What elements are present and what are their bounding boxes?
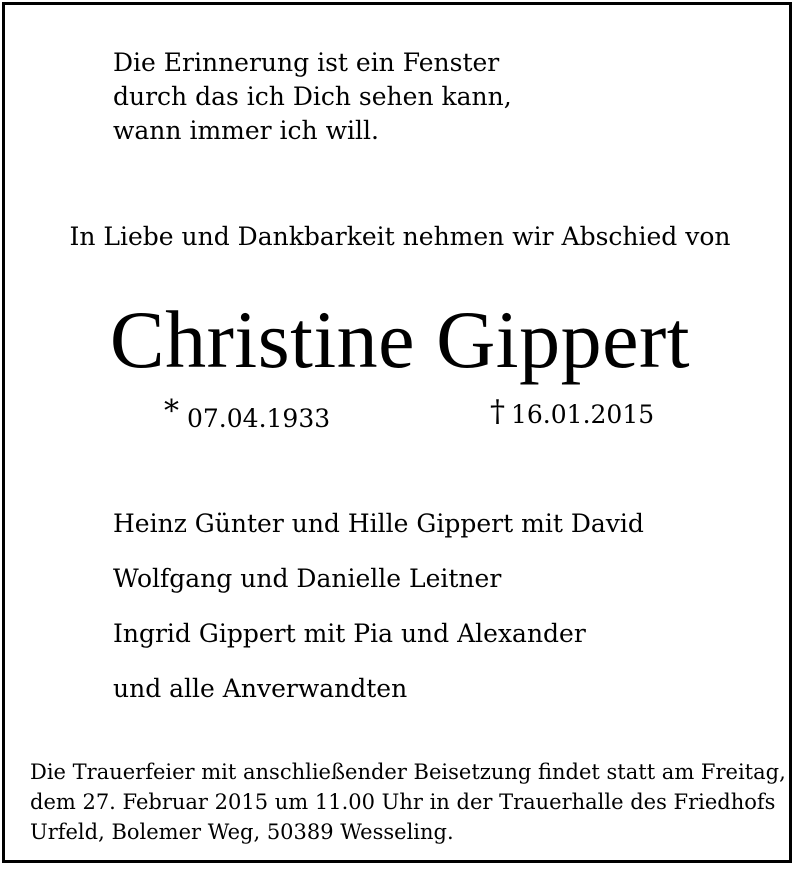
death-date-line	[490, 392, 654, 435]
mourner-line: und alle Anverwandten	[113, 674, 408, 703]
birth-date: 07.04.1933	[187, 404, 331, 433]
mourner-line: Heinz Günter und Hille Gippert mit David	[113, 509, 644, 538]
poem-line: wann immer ich will.	[113, 116, 379, 145]
poem-line: durch das ich Dich sehen kann,	[113, 82, 512, 111]
deceased-name: Christine Gippert	[109, 294, 691, 385]
ceremony-details	[30, 757, 786, 847]
memorial-poem	[113, 46, 512, 148]
birth-star-icon: *	[164, 394, 179, 429]
death-cross-icon: †	[490, 394, 505, 429]
mourner-line: Ingrid Gippert mit Pia und Alexander	[113, 619, 586, 648]
birth-date-line	[164, 392, 330, 439]
ceremony-line: dem 27. Februar 2015 um 11.00 Uhr in der Trauerhalle des Friedhofs	[30, 790, 776, 814]
mourner-line: Wolfgang und Danielle Leitner	[113, 564, 502, 593]
death-date: 16.01.2015	[511, 400, 655, 429]
mourners-list	[113, 496, 644, 716]
ceremony-line: Die Trauerfeier mit anschließender Beisetzung findet statt am Freitag,	[30, 760, 786, 784]
ceremony-line: Urfeld, Bolemer Weg, 50389 Wesseling.	[30, 820, 454, 844]
poem-line: Die Erinnerung ist ein Fenster	[113, 48, 500, 77]
farewell-intro: In Liebe und Dankbarkeit nehmen wir Abschied von	[69, 222, 731, 251]
